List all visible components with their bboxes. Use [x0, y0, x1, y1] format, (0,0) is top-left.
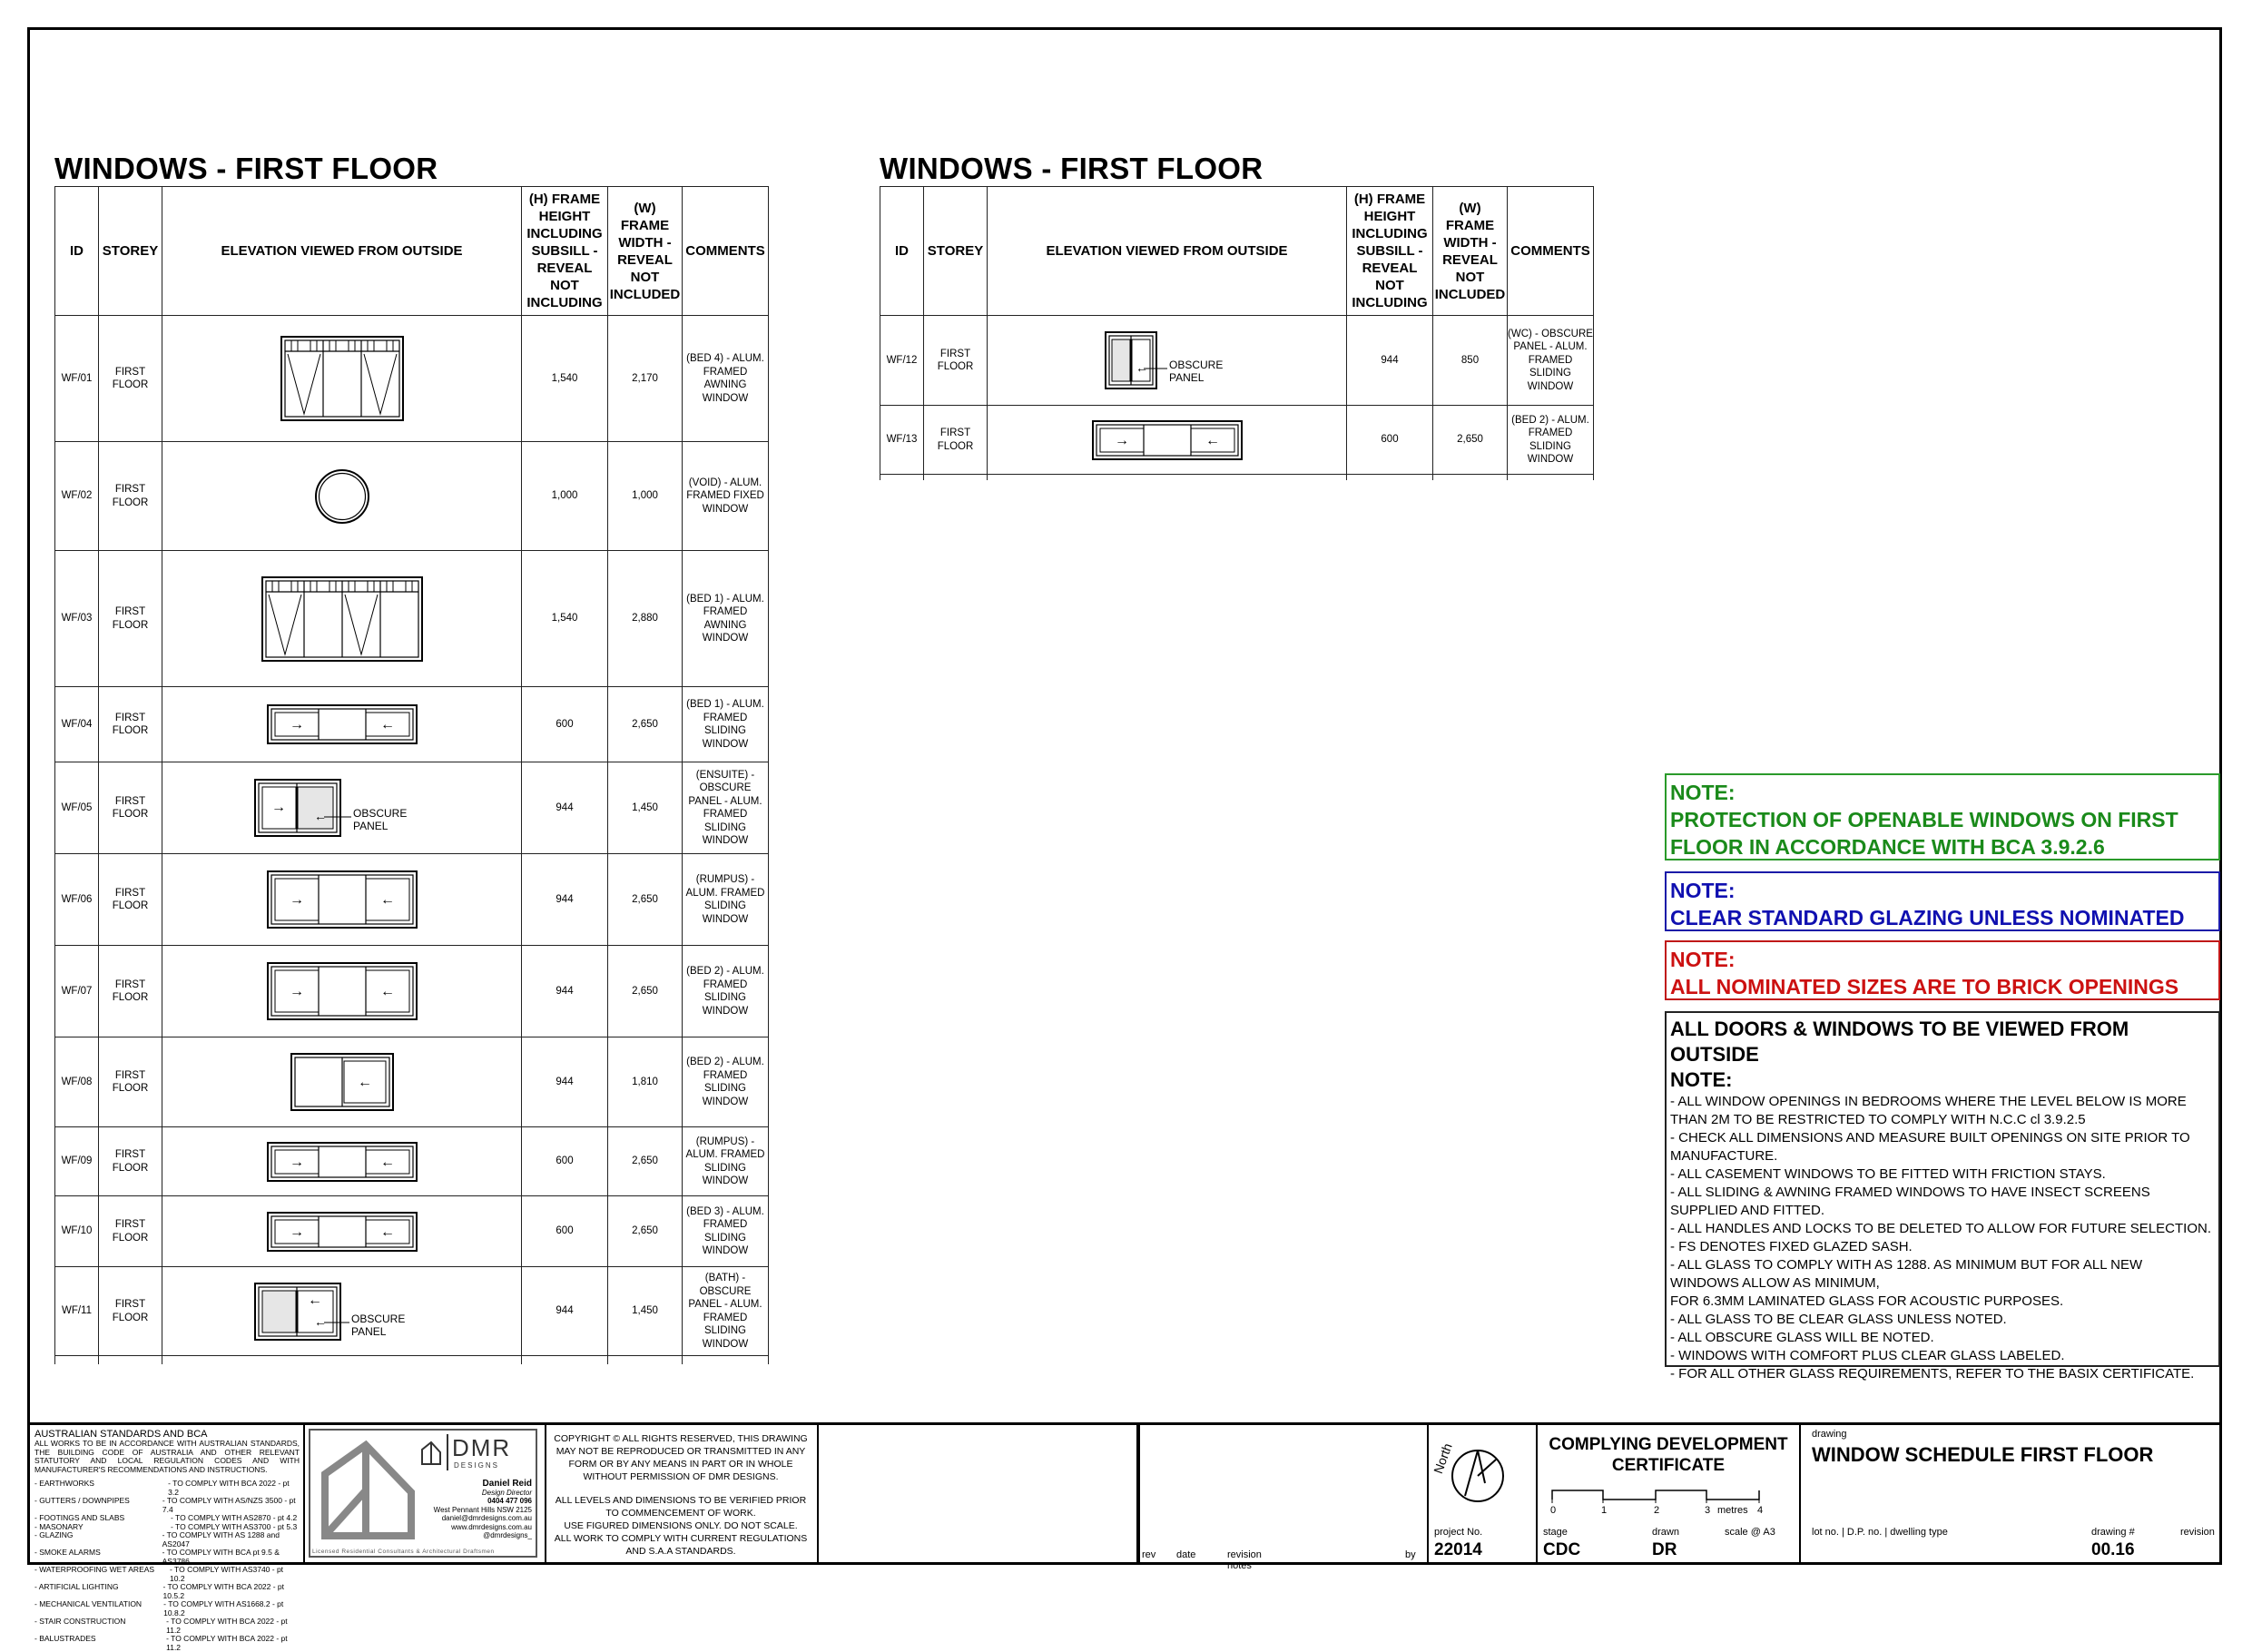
project-no-label: project No.: [1434, 1527, 1483, 1538]
scale-tick-1: 1: [1601, 1505, 1608, 1516]
svg-text:←: ←: [357, 1075, 372, 1090]
note-line: FOR 6.3MM LAMINATED GLASS FOR ACOUSTIC PURPOSES.: [1670, 1293, 2064, 1309]
svg-text:→: →: [289, 892, 304, 908]
row-storey: FIRST FLOOR: [99, 1037, 162, 1127]
row-comment: (BED 2) - ALUM. FRAMED SLIDING WINDOW: [683, 1037, 769, 1127]
table-row: [55, 854, 769, 946]
note-general: [1665, 1011, 2220, 1382]
row-comment: (ENSUITE) - OBSCURE PANEL - ALUM. FRAMED SLIDING WINDOW: [683, 762, 769, 854]
svg-text:←: ←: [379, 892, 395, 908]
window-elevation: [162, 946, 522, 1037]
col-storey: STOREY: [924, 187, 988, 316]
col-id: ID: [880, 187, 924, 316]
col-elevation: ELEVATION VIEWED FROM OUTSIDE: [162, 187, 522, 316]
note-heading: NOTE:: [1670, 1068, 1733, 1091]
row-comment: (BED 4) - ALUM. FRAMED AWNING WINDOW: [683, 316, 769, 442]
company-tagline: Licensed Residential Consultants & Architectural Draftsmen: [312, 1549, 495, 1555]
certificate-title: COMPLYING DEVELOPMENT CERTIFICATE: [1549, 1435, 1788, 1475]
standards-item: - SMOKE ALARMS - TO COMPLY WITH BCA pt 9.5 & AS3786: [34, 1548, 280, 1566]
row-width: 850: [1433, 316, 1508, 406]
standards-item: - ARTIFICIAL LIGHTING - TO COMPLY WITH BCA 2022 - pt 10.5.2: [34, 1582, 285, 1600]
note-line: - ALL CASEMENT WINDOWS TO BE FITTED WITH FRICTION STAYS.: [1670, 1166, 2106, 1182]
svg-text:←: ←: [313, 809, 327, 823]
row-comment: (BED 1) - ALUM. FRAMED SLIDING WINDOW: [683, 687, 769, 762]
note-openable-windows: [1665, 773, 2220, 860]
col-comments: COMMENTS: [1508, 187, 1594, 316]
note-line: - ALL GLASS TO COMPLY WITH AS 1288. AS MINIMUM BUT FOR ALL NEW WINDOWS ALLOW AS MINIMUM,: [1670, 1257, 2143, 1291]
left-window-schedule: [54, 186, 769, 1364]
window-elevation: [162, 442, 522, 551]
svg-text:←: ←: [379, 717, 395, 733]
row-width: 2,650: [608, 1127, 683, 1196]
note-title: ALL DOORS & WINDOWS TO BE VIEWED FROM OUTSIDE: [1670, 1018, 2129, 1066]
date-col-label: date: [1176, 1549, 1196, 1560]
row-height: 600: [522, 1127, 608, 1196]
svg-text:←: ←: [1135, 360, 1148, 375]
north-label: North: [1431, 1441, 1455, 1476]
row-height: 600: [522, 687, 608, 762]
company-contact: Daniel Reid Design Director 0404 477 096 West Pennant Hills NSW 2125 daniel@dmrdesigns.com.au www.dmrdesigns.com.au @dmrdesigns_: [433, 1479, 532, 1539]
note-text: ALL NOMINATED SIZES ARE TO BRICK OPENINGS: [1670, 975, 2179, 998]
table-row-blank: [880, 475, 1594, 480]
row-width: 1,000: [608, 442, 683, 551]
standards-list: [34, 1480, 300, 1652]
row-storey: FIRST FLOOR: [99, 442, 162, 551]
header-row: [880, 187, 1594, 316]
revision-inner-divider: [1138, 1425, 1140, 1565]
right-window-schedule: [880, 186, 1594, 480]
row-comment: (BED 2) - ALUM. FRAMED SLIDING WINDOW: [1508, 406, 1594, 475]
standards-title: AUSTRALIAN STANDARDS AND BCA: [34, 1429, 208, 1440]
logo-divider: [447, 1434, 448, 1470]
sliding-window-3-panel: [267, 1142, 418, 1182]
svg-text:→: →: [289, 1154, 304, 1170]
window-elevation: [162, 854, 522, 946]
lot-label: lot no. | D.P. no. | dwelling type: [1812, 1527, 1948, 1538]
standards-item: - EARTHWORKS - TO COMPLY WITH BCA 2022 - pt 3.2: [34, 1479, 290, 1497]
table-row: [55, 1037, 769, 1127]
row-width: 1,450: [608, 762, 683, 854]
row-height: 600: [522, 1196, 608, 1267]
note-heading: NOTE:: [1670, 781, 1736, 804]
svg-text:→: →: [270, 800, 286, 815]
standards-item: - BALUSTRADES - TO COMPLY WITH BCA 2022 - pt 11.2: [34, 1634, 288, 1652]
row-comment: (BED 3) - ALUM. FRAMED SLIDING WINDOW: [683, 1196, 769, 1267]
row-comment: (RUMPUS) - ALUM. FRAMED SLIDING WINDOW: [683, 854, 769, 946]
note-text: PROTECTION OF OPENABLE WINDOWS ON FIRST FLOOR IN ACCORDANCE WITH BCA 3.9.2.6: [1670, 808, 2178, 859]
header-row: [55, 187, 769, 316]
obscure-panel-label: OBSCURE PANEL: [352, 807, 407, 832]
row-id: WF/08: [55, 1037, 99, 1127]
rev-col-label: rev: [1142, 1549, 1156, 1560]
standards-item: - FOOTINGS AND SLABS - TO COMPLY WITH AS2870 - pt 4.2: [34, 1513, 298, 1522]
title-block-divider: [1799, 1425, 1801, 1565]
table-row: [55, 946, 769, 1037]
row-id: WF/05: [55, 762, 99, 854]
sliding-window-obscure: [251, 779, 433, 837]
row-storey: FIRST FLOOR: [99, 551, 162, 687]
drawing-panel: [1810, 1425, 2220, 1565]
row-storey: FIRST FLOOR: [99, 687, 162, 762]
window-elevation: [162, 551, 522, 687]
table-row: [880, 406, 1594, 475]
window-elevation: [162, 1267, 522, 1356]
sliding-window-3-panel: [1092, 420, 1243, 460]
row-width: 2,170: [608, 316, 683, 442]
row-id: WF/09: [55, 1127, 99, 1196]
table-row: [55, 551, 769, 687]
row-height: 1,000: [522, 442, 608, 551]
svg-text:→: →: [1114, 432, 1129, 448]
svg-text:←: ←: [379, 1154, 395, 1170]
note-line: - FOR ALL OTHER GLASS REQUIREMENTS, REFER TO THE BASIX CERTIFICATE.: [1670, 1366, 2195, 1382]
window-elevation: [988, 406, 1347, 475]
col-height: (H) FRAME HEIGHT INCLUDING SUBSILL - REVEAL NOT INCLUDING: [522, 187, 608, 316]
col-storey: STOREY: [99, 187, 162, 316]
row-id: WF/11: [55, 1267, 99, 1356]
table-row-blank: [55, 1356, 769, 1364]
row-comment: (BATH) - OBSCURE PANEL - ALUM. FRAMED SLIDING WINDOW: [683, 1267, 769, 1356]
standards-item: - MECHANICAL VENTILATION - TO COMPLY WITH AS1668.2 - pt 10.8.2: [34, 1599, 284, 1618]
row-comment: (VOID) - ALUM. FRAMED FIXED WINDOW: [683, 442, 769, 551]
company-panel: [309, 1425, 539, 1565]
table-row: [55, 687, 769, 762]
row-storey: FIRST FLOOR: [99, 1267, 162, 1356]
window-elevation: [162, 1196, 522, 1267]
revision-label: revision: [2180, 1527, 2215, 1538]
copyright-text: COPYRIGHT © ALL RIGHTS RESERVED, THIS DRAWING MAY NOT BE REPRODUCED OR TRANSMITTED IN ANY FORM OR BY ANY MEANS IN PART OR IN WHOLE WITHOUT PERMISSION OF DMR DESIGNS.: [554, 1433, 808, 1482]
row-height: 1,540: [522, 551, 608, 687]
note-line: - ALL OBSCURE GLASS WILL BE NOTED.: [1670, 1330, 1934, 1345]
note-line: - FS DENOTES FIXED GLAZED SASH.: [1670, 1239, 1913, 1254]
note-line: - ALL HANDLES AND LOCKS TO BE DELETED TO ALLOW FOR FUTURE SELECTION.: [1670, 1221, 2211, 1236]
note-clear-glazing: [1665, 871, 2220, 931]
scale-units: metres: [1717, 1505, 1748, 1516]
right-table-title: WINDOWS - FIRST FLOOR: [880, 152, 1264, 185]
note-line: - ALL WINDOW OPENINGS IN BEDROOMS WHERE THE LEVEL BELOW IS MORE THAN 2M TO BE RESTRICTED TO COMPLY WITH N.C.C cl 3.9.2.5: [1670, 1094, 2187, 1127]
window-elevation: [162, 1127, 522, 1196]
drawing-title: WINDOW SCHEDULE FIRST FLOOR: [1812, 1443, 2154, 1466]
row-width: 2,650: [608, 854, 683, 946]
row-id: WF/13: [880, 406, 924, 475]
standards-panel: [34, 1425, 300, 1652]
col-comments: COMMENTS: [683, 187, 769, 316]
obscure-panel-label: OBSCURE PANEL: [1168, 359, 1223, 384]
note-brick-openings: [1665, 940, 2220, 1000]
row-width: 2,650: [608, 1196, 683, 1267]
row-width: 2,880: [608, 551, 683, 687]
fixed-round-window: [314, 468, 370, 525]
standards-item: - WATERPROOFING WET AREAS - TO COMPLY WITH AS3740 - pt 10.2: [34, 1565, 284, 1583]
row-width: 1,810: [608, 1037, 683, 1127]
drawn-label: drawn: [1652, 1527, 1679, 1538]
sliding-window-obscure-narrow: [1104, 331, 1231, 389]
drawing-no-value: 00.16: [2091, 1540, 2135, 1559]
project-no-value: 22014: [1434, 1540, 1482, 1559]
standards-item: - GLAZING - TO COMPLY WITH AS 1288 and AS2047: [34, 1530, 280, 1549]
svg-text:→: →: [289, 717, 304, 733]
svg-text:←: ←: [307, 1292, 322, 1308]
row-storey: FIRST FLOOR: [99, 1127, 162, 1196]
sliding-window-obscure: [251, 1283, 433, 1341]
awning-window-3-panel: [280, 336, 404, 421]
scale-tick-0: 0: [1550, 1505, 1557, 1516]
verify-text: ALL LEVELS AND DIMENSIONS TO BE VERIFIED PRIOR TO COMMENCEMENT OF WORK. USE FIGURED DIMENSIONS ONLY. DO NOT SCALE. ALL WORK TO COMPLY WITH CURRENT REGULATIONS AND S.A.A STANDARDS.: [554, 1495, 808, 1557]
awning-window-4-panel: [261, 576, 423, 662]
window-elevation: [162, 1037, 522, 1127]
row-width: 1,450: [608, 1267, 683, 1356]
row-height: 944: [522, 762, 608, 854]
row-comment: (BED 1) - ALUM. FRAMED AWNING WINDOW: [683, 551, 769, 687]
svg-text:←: ←: [313, 1313, 327, 1329]
stage-value: CDC: [1543, 1540, 1581, 1559]
row-storey: FIRST FLOOR: [99, 1196, 162, 1267]
col-width: (W) FRAME WIDTH - REVEAL NOT INCLUDED: [608, 187, 683, 316]
row-storey: FIRST FLOOR: [99, 854, 162, 946]
window-elevation: [162, 762, 522, 854]
svg-text:→: →: [289, 1224, 304, 1240]
row-storey: FIRST FLOOR: [924, 406, 988, 475]
table-row: [55, 1267, 769, 1356]
row-height: 600: [1347, 406, 1433, 475]
scale-tick-3: 3: [1705, 1505, 1711, 1516]
drawing-no-label: drawing #: [2091, 1527, 2135, 1538]
svg-text:←: ←: [379, 1224, 395, 1240]
row-height: 944: [522, 946, 608, 1037]
row-height: 944: [1347, 316, 1433, 406]
by-col-label: by: [1405, 1549, 1416, 1560]
title-block-divider: [303, 1425, 305, 1565]
title-block-divider: [545, 1425, 546, 1565]
sliding-window-3-panel: [267, 704, 418, 744]
row-id: WF/07: [55, 946, 99, 1037]
left-table-title: WINDOWS - FIRST FLOOR: [54, 152, 438, 185]
sliding-window-3-panel: [267, 870, 418, 929]
col-id: ID: [55, 187, 99, 316]
scale-bar-icon: [1550, 1487, 1786, 1514]
logo-text: DMR: [452, 1434, 512, 1461]
standards-item: - MASONARY - TO COMPLY WITH AS3700 - pt 5.3: [34, 1521, 298, 1531]
revision-panel: [819, 1425, 1262, 1571]
table-row: [55, 316, 769, 442]
certificate-panel: [1538, 1425, 1799, 1565]
row-height: 944: [522, 1037, 608, 1127]
row-width: 2,650: [608, 687, 683, 762]
window-elevation: [162, 687, 522, 762]
col-height: (H) FRAME HEIGHT INCLUDING SUBSILL - REVEAL NOT INCLUDING: [1347, 187, 1433, 316]
scale-tick-2: 2: [1654, 1505, 1660, 1516]
window-elevation: [988, 316, 1347, 406]
table-row: [55, 762, 769, 854]
svg-text:→: →: [289, 984, 304, 999]
row-storey: FIRST FLOOR: [99, 316, 162, 442]
note-line: - WINDOWS WITH COMFORT PLUS CLEAR GLASS LABELED.: [1670, 1348, 2065, 1363]
table-row: [55, 442, 769, 551]
row-height: 944: [522, 854, 608, 946]
logo-subtext: DESIGNS: [454, 1461, 500, 1470]
drawing-label: drawing: [1812, 1429, 1847, 1440]
row-height: 1,540: [522, 316, 608, 442]
row-comment: (RUMPUS) - ALUM. FRAMED SLIDING WINDOW: [683, 1127, 769, 1196]
row-width: 2,650: [1433, 406, 1508, 475]
note-text: CLEAR STANDARD GLAZING UNLESS NOMINATED: [1670, 906, 2185, 929]
sliding-window-2-panel: [290, 1053, 394, 1111]
note-line: - ALL GLASS TO BE CLEAR GLASS UNLESS NOTED.: [1670, 1312, 2007, 1327]
col-width: (W) FRAME WIDTH - REVEAL NOT INCLUDED: [1433, 187, 1508, 316]
standards-item: - GUTTERS / DOWNPIPES - TO COMPLY WITH AS/NZS 3500 - pt 7.4: [34, 1496, 296, 1514]
obscure-panel-label: OBSCURE PANEL: [350, 1312, 405, 1338]
svg-text:←: ←: [379, 984, 395, 999]
copyright-panel: [548, 1425, 813, 1565]
row-comment: (BED 2) - ALUM. FRAMED SLIDING WINDOW: [683, 946, 769, 1037]
row-comment: (WC) - OBSCURE PANEL - ALUM. FRAMED SLIDING WINDOW: [1508, 316, 1594, 406]
row-height: 944: [522, 1267, 608, 1356]
drawn-value: DR: [1652, 1540, 1677, 1559]
revision-notes-label: revision notes: [1227, 1549, 1262, 1571]
scale-label: scale @ A3: [1725, 1527, 1775, 1538]
row-id: WF/04: [55, 687, 99, 762]
scale-tick-4: 4: [1757, 1505, 1764, 1516]
row-id: WF/02: [55, 442, 99, 551]
dmr-logo-icon: [316, 1438, 420, 1545]
row-id: WF/06: [55, 854, 99, 946]
row-storey: FIRST FLOOR: [99, 946, 162, 1037]
table-row: [880, 316, 1594, 406]
row-storey: FIRST FLOOR: [924, 316, 988, 406]
note-heading: NOTE:: [1670, 948, 1736, 971]
col-elevation: ELEVATION VIEWED FROM OUTSIDE: [988, 187, 1347, 316]
stage-label: stage: [1543, 1527, 1568, 1538]
window-elevation: [162, 316, 522, 442]
table-row: [55, 1127, 769, 1196]
row-width: 2,650: [608, 946, 683, 1037]
row-storey: FIRST FLOOR: [99, 762, 162, 854]
row-id: WF/12: [880, 316, 924, 406]
standards-item: - STAIR CONSTRUCTION - TO COMPLY WITH BCA 2022 - pt 11.2: [34, 1617, 288, 1635]
row-id: WF/01: [55, 316, 99, 442]
row-id: WF/10: [55, 1196, 99, 1267]
note-line: - ALL SLIDING & AWNING FRAMED WINDOWS TO HAVE INSECT SCREENS SUPPLIED AND FITTED.: [1670, 1185, 2150, 1218]
sliding-window-3-panel: [267, 1212, 418, 1252]
north-project-panel: [1429, 1425, 1536, 1565]
standards-intro: ALL WORKS TO BE IN ACCORDANCE WITH AUSTRALIAN STANDARDS, THE BUILDING CODE OF AUSTRALIA AND OTHER RELEVANT STATUTORY AND LOCAL REGULATION CODES AND WITH MANUFACTURER'S RECOMMENDATIONS AND INSTRUCTIONS.: [34, 1439, 300, 1474]
row-id: WF/03: [55, 551, 99, 687]
note-line: - CHECK ALL DIMENSIONS AND MEASURE BUILT OPENINGS ON SITE PRIOR TO MANUFACTURE.: [1670, 1130, 2190, 1164]
svg-text:←: ←: [1205, 432, 1220, 448]
table-row: [55, 1196, 769, 1267]
note-heading: NOTE:: [1670, 879, 1736, 902]
dmr-small-logo-icon: [419, 1440, 443, 1467]
sliding-window-3-panel: [267, 962, 418, 1020]
